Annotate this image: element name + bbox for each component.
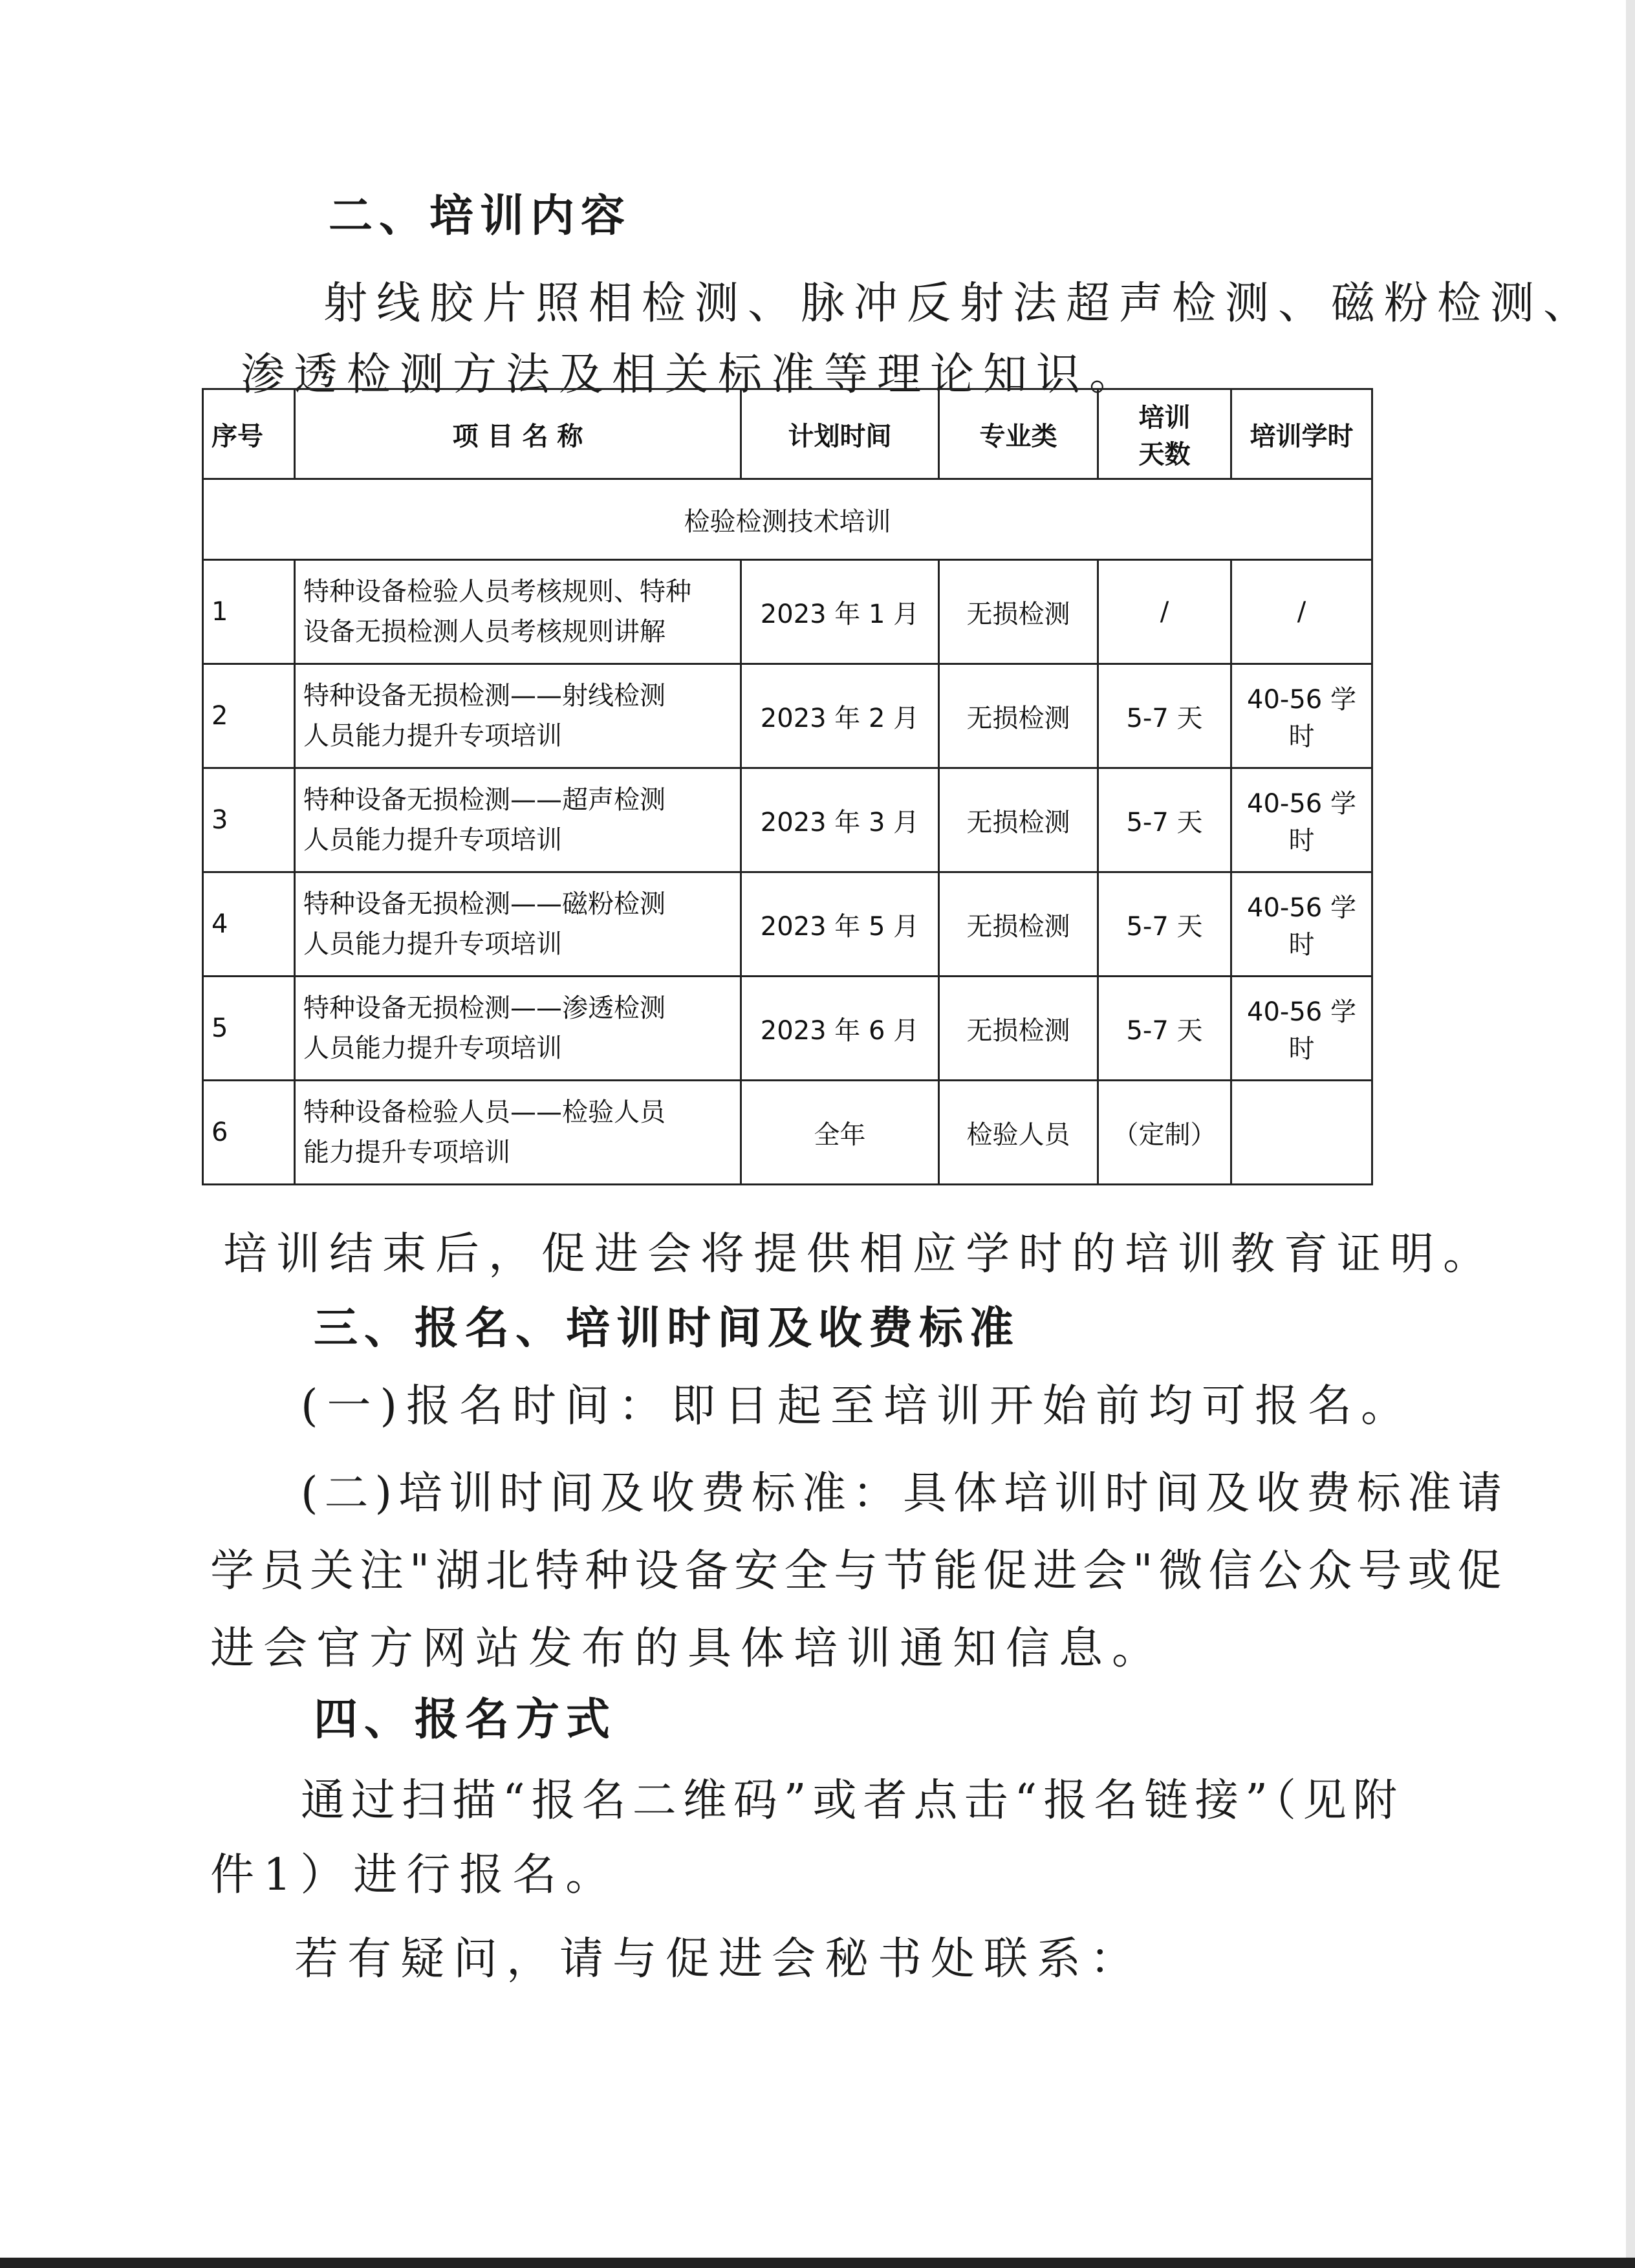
row-hours: 40-56 学时: [1231, 664, 1372, 768]
table-row: [203, 768, 1372, 872]
row-hours: 40-56 学时: [1231, 872, 1372, 977]
table-row: [203, 977, 1372, 1081]
row-no: 3: [203, 768, 295, 872]
row-major: 无损检测: [939, 560, 1098, 664]
row-no: 4: [203, 872, 295, 977]
row-days: 5-7 天: [1098, 664, 1231, 768]
row-hours: [1231, 1081, 1372, 1185]
row-name-line2: 人员能力提升专项培训: [303, 825, 562, 855]
row-major: 无损检测: [939, 977, 1098, 1081]
row-hours: /: [1231, 560, 1372, 664]
row-days: 5-7 天: [1098, 768, 1231, 872]
table-row: [203, 1081, 1372, 1185]
row-name-line1: 特种设备无损检测——射线检测: [303, 681, 666, 711]
section4-body-line2: 件1）进行报名。: [210, 1850, 619, 1901]
header-days-line2: 天数: [1138, 440, 1191, 470]
row-major: 无损检测: [939, 872, 1098, 977]
table-section-row: [203, 479, 1372, 560]
training-table: [202, 388, 1373, 1185]
section2-heading: 二、培训内容: [329, 190, 632, 242]
row-days: （定制）: [1098, 1081, 1231, 1185]
row-no: 1: [203, 560, 295, 664]
row-name: [295, 977, 741, 1081]
after-table-note: 培训结束后，促进会将提供相应学时的培训教育证明。: [223, 1229, 1497, 1280]
header-days: [1098, 389, 1231, 479]
section3-item1: (一)报名时间：即日起至培训开始前均可报名。: [301, 1381, 1414, 1432]
row-major: 无损检测: [939, 768, 1098, 872]
row-name: [295, 664, 741, 768]
header-no: 序号: [203, 389, 295, 479]
row-time: 2023 年 2 月: [741, 664, 939, 768]
row-name: [295, 560, 741, 664]
row-name-line1: 特种设备检验人员考核规则、特种: [303, 577, 691, 607]
row-name: [295, 768, 741, 872]
table-section-title: 检验检测技术培训: [203, 479, 1372, 560]
header-hours: 培训学时: [1231, 389, 1372, 479]
scan-edge-shadow: [1626, 0, 1635, 2268]
header-time: 计划时间: [741, 389, 939, 479]
row-name-line1: 特种设备无损检测——超声检测: [303, 785, 666, 815]
row-time: 2023 年 1 月: [741, 560, 939, 664]
table-row: [203, 872, 1372, 977]
section3-heading: 三、报名、培训时间及收费标准: [314, 1302, 1021, 1354]
row-time: 全年: [741, 1081, 939, 1185]
section3-item2-line2: 学员关注"湖北特种设备安全与节能促进会"微信公众号或促: [210, 1546, 1508, 1597]
row-days: 5-7 天: [1098, 872, 1231, 977]
row-name: [295, 1081, 741, 1185]
row-time: 2023 年 3 月: [741, 768, 939, 872]
row-days: 5-7 天: [1098, 977, 1231, 1081]
section3-item2-line3: 进会官方网站发布的具体培训通知信息。: [210, 1623, 1165, 1674]
row-name-line2: 人员能力提升专项培训: [303, 1033, 562, 1063]
row-name-line2: 人员能力提升专项培训: [303, 721, 562, 751]
section2-body-line2: 渗透检测方法及相关标准等理论知识。: [241, 349, 1143, 400]
table-row: [203, 560, 1372, 664]
row-no: 2: [203, 664, 295, 768]
table-header-row: [203, 389, 1372, 479]
row-no: 6: [203, 1081, 295, 1185]
section4-body-line1: 通过扫描“报名二维码”或者点击“报名链接”（见附: [301, 1775, 1404, 1826]
row-major: 无损检测: [939, 664, 1098, 768]
row-name-line1: 特种设备无损检测——渗透检测: [303, 993, 666, 1023]
row-name-line1: 特种设备无损检测——磁粉检测: [303, 889, 666, 919]
row-name-line2: 设备无损检测人员考核规则讲解: [303, 617, 666, 647]
scan-bottom-edge: [0, 2258, 1635, 2268]
section4-contact: 若有疑问，请与促进会秘书处联系：: [294, 1934, 1143, 1985]
header-major: 专业类: [939, 389, 1098, 479]
header-name: 项 目 名 称: [295, 389, 741, 479]
row-name: [295, 872, 741, 977]
section4-heading: 四、报名方式: [314, 1694, 617, 1745]
row-name-line1: 特种设备检验人员——检验人员: [303, 1097, 666, 1127]
row-hours: 40-56 学时: [1231, 768, 1372, 872]
row-time: 2023 年 5 月: [741, 872, 939, 977]
row-name-line2: 能力提升专项培训: [303, 1138, 510, 1167]
row-days: /: [1098, 560, 1231, 664]
section3-item2-line1: (二)培训时间及收费标准：具体培训时间及收费标准请: [301, 1468, 1509, 1519]
table-row: [203, 664, 1372, 768]
row-no: 5: [203, 977, 295, 1081]
row-hours: 40-56 学时: [1231, 977, 1372, 1081]
row-time: 2023 年 6 月: [741, 977, 939, 1081]
row-major: 检验人员: [939, 1081, 1098, 1185]
row-name-line2: 人员能力提升专项培训: [303, 929, 562, 959]
section2-body-line1: 射线胶片照相检测、脉冲反射法超声检测、磁粉检测、: [323, 278, 1597, 329]
header-days-line1: 培训: [1138, 403, 1191, 433]
